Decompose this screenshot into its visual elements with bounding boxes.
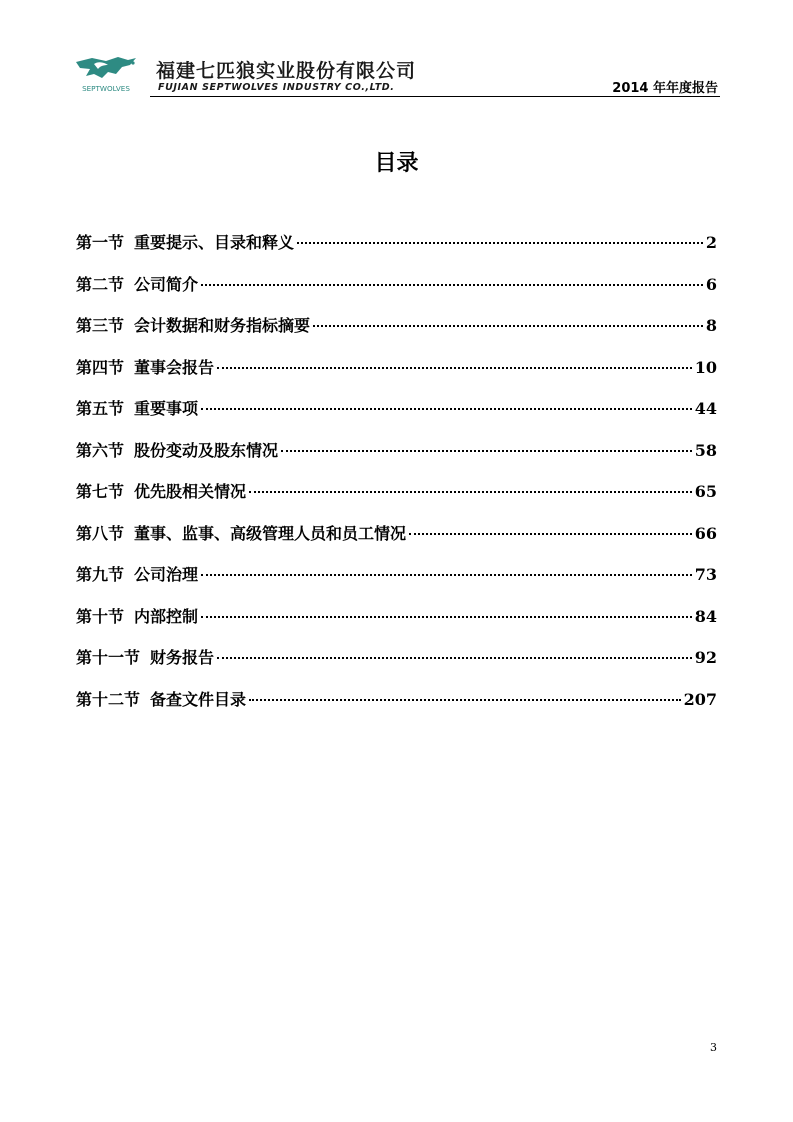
- toc-page-number: 65: [694, 482, 717, 501]
- toc-leader-dots: [249, 491, 692, 493]
- toc-section-number: 第九节: [76, 565, 125, 584]
- toc-section-number: 第十节: [76, 606, 125, 626]
- toc-leader-dots: [201, 574, 692, 576]
- toc-page-number: 2: [705, 233, 717, 252]
- toc-entry[interactable]: [76, 272, 717, 314]
- company-name-chinese: 福建七匹狼实业股份有限公司: [156, 60, 417, 82]
- toc-entry[interactable]: [76, 313, 717, 355]
- toc-section-number: 第三节: [76, 316, 125, 335]
- toc-entry[interactable]: [76, 230, 717, 272]
- toc-page-number: 10: [694, 357, 717, 377]
- toc-entry[interactable]: [76, 562, 717, 604]
- toc-leader-dots: [281, 450, 692, 452]
- toc-entry[interactable]: [76, 479, 717, 521]
- svg-text:SEPTWOLVES: SEPTWOLVES: [82, 84, 130, 93]
- toc-page-number: 92: [694, 648, 717, 667]
- toc-section-number: 第一节: [76, 233, 125, 252]
- toc-section-title: 董事、监事、高级管理人员和员工情况: [134, 523, 407, 543]
- toc-entry[interactable]: [76, 438, 717, 480]
- toc-section-title: 内部控制: [134, 606, 199, 626]
- toc-page-number: 207: [683, 689, 717, 709]
- septwolves-logo: [72, 52, 140, 94]
- toc-section-title: 优先股相关情况: [134, 482, 247, 501]
- toc-section-number: 第十一节: [76, 648, 141, 667]
- toc-leader-dots: [409, 533, 692, 535]
- toc-page-number: 6: [705, 274, 717, 294]
- toc-entry[interactable]: [76, 687, 717, 729]
- toc-section-number: 第五节: [76, 399, 125, 418]
- toc-page-number: 58: [694, 440, 717, 460]
- toc-section-title: 财务报告: [150, 648, 215, 667]
- toc-section-number: 第六节: [76, 440, 125, 460]
- toc-page-number: 84: [694, 606, 717, 626]
- company-name-english: FUJIAN SEPTWOLVES INDUSTRY CO.,LTD.: [158, 82, 395, 93]
- page-number: 3: [710, 1041, 717, 1054]
- table-of-contents: [76, 230, 717, 728]
- toc-title: 目录: [374, 151, 419, 176]
- header-divider: [150, 96, 720, 97]
- toc-section-title: 董事会报告: [134, 357, 215, 377]
- toc-page-number: 73: [694, 565, 717, 584]
- toc-entry[interactable]: [76, 396, 717, 438]
- toc-entry[interactable]: [76, 645, 717, 687]
- page-header: [0, 0, 793, 100]
- report-label: 2014 年年度报告: [612, 81, 718, 96]
- toc-entry[interactable]: [76, 604, 717, 646]
- toc-section-number: 第二节: [76, 274, 125, 294]
- toc-entry[interactable]: [76, 355, 717, 397]
- toc-section-title: 备查文件目录: [150, 689, 247, 709]
- toc-leader-dots: [297, 242, 703, 244]
- toc-section-title: 股份变动及股东情况: [134, 440, 279, 460]
- toc-entry[interactable]: [76, 521, 717, 563]
- toc-section-title: 公司简介: [134, 274, 199, 294]
- toc-leader-dots: [201, 408, 692, 410]
- toc-section-title: 会计数据和财务指标摘要: [134, 316, 311, 335]
- toc-leader-dots: [217, 367, 692, 369]
- toc-section-number: 第七节: [76, 482, 125, 501]
- toc-section-number: 第十二节: [76, 689, 141, 709]
- toc-leader-dots: [201, 616, 692, 618]
- toc-section-title: 重要事项: [134, 399, 199, 418]
- toc-leader-dots: [313, 325, 703, 327]
- toc-section-number: 第四节: [76, 357, 125, 377]
- toc-leader-dots: [217, 657, 692, 659]
- toc-page-number: 8: [705, 316, 717, 335]
- toc-section-number: 第八节: [76, 523, 125, 543]
- toc-section-title: 公司治理: [134, 565, 199, 584]
- toc-page-number: 44: [694, 399, 717, 418]
- toc-section-title: 重要提示、目录和释义: [134, 233, 295, 252]
- wolf-logo-icon: [72, 52, 140, 94]
- toc-leader-dots: [249, 699, 681, 701]
- toc-page-number: 66: [694, 523, 717, 543]
- toc-leader-dots: [201, 284, 703, 286]
